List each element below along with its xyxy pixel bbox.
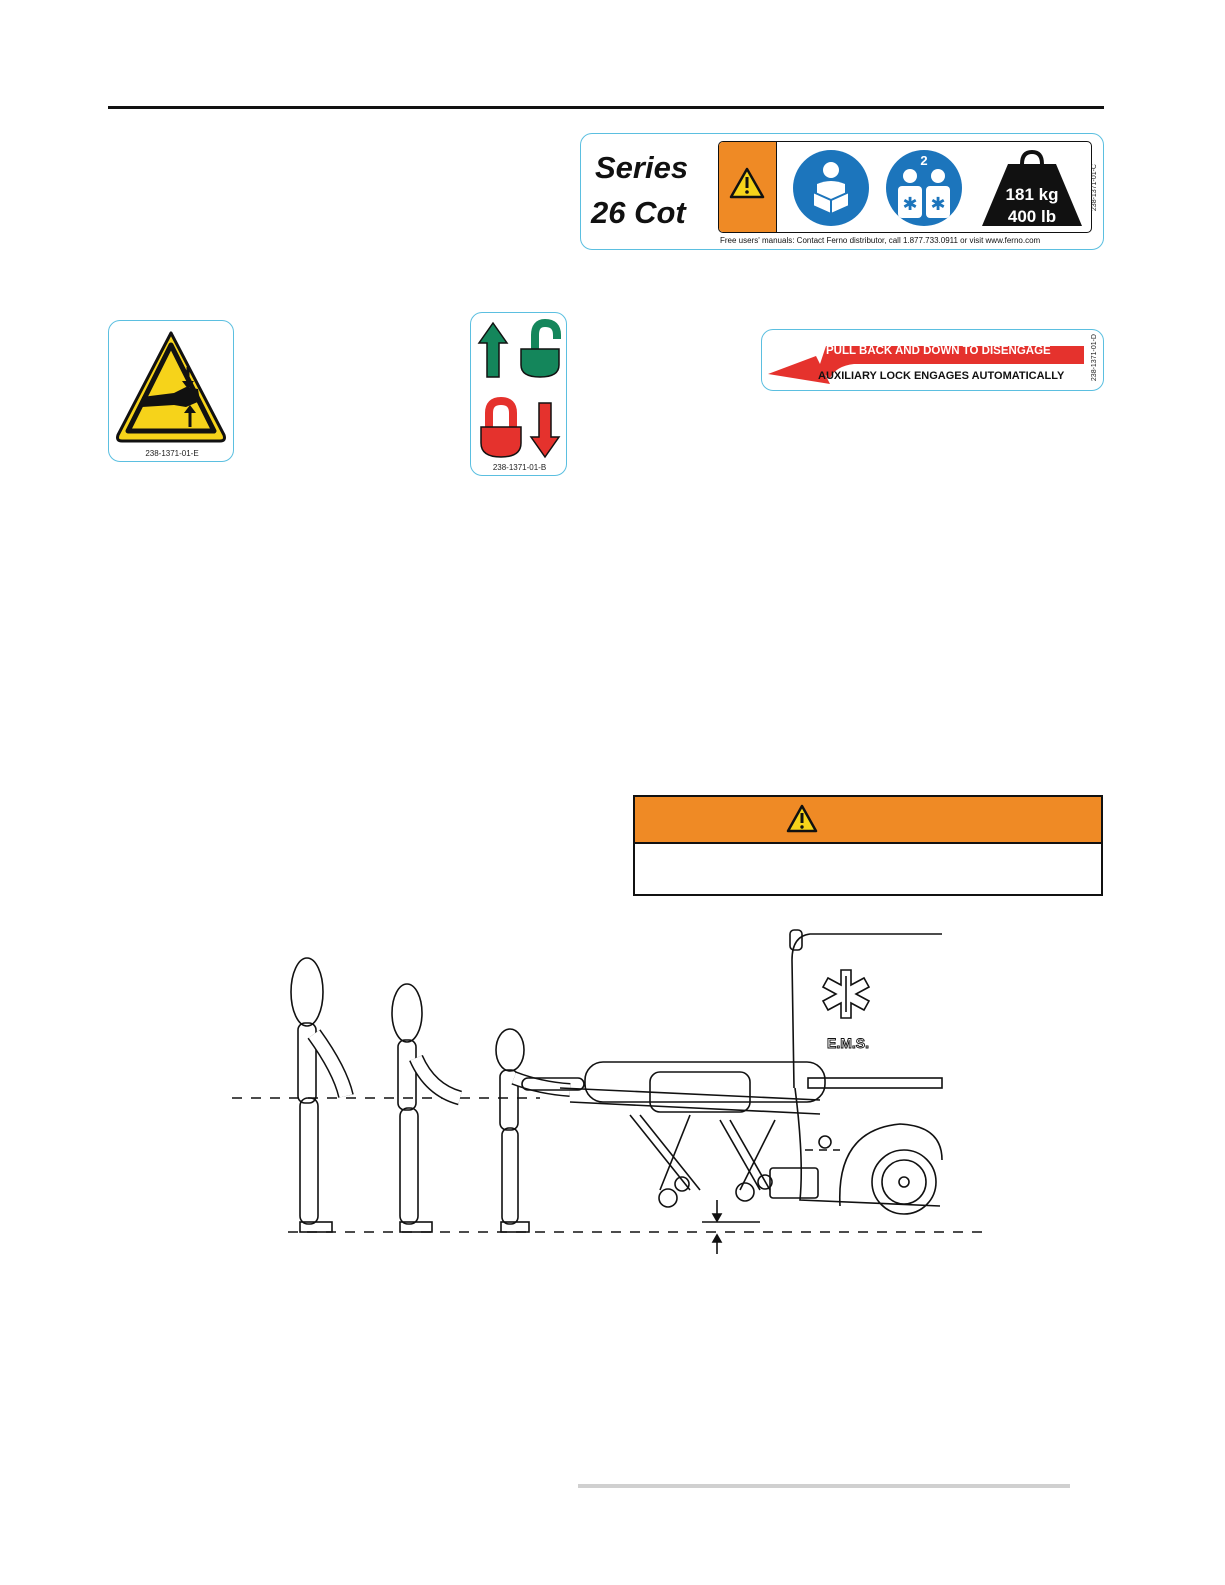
svg-text:✱: ✱	[902, 194, 918, 215]
persons-count: 2	[920, 153, 928, 168]
footer-rule	[578, 1484, 1070, 1488]
figure-medium	[392, 984, 460, 1232]
cot-loading-illustration	[220, 920, 1000, 1265]
lock-down-icon	[477, 397, 563, 461]
pull-back-label	[761, 329, 1104, 391]
warning-box	[633, 795, 1103, 896]
pull-label-part-number: 238-1371-01-D	[1091, 334, 1098, 382]
figure-short	[496, 1029, 570, 1232]
clearance-marker	[702, 1200, 760, 1254]
series-label-icon-strip	[718, 141, 1092, 233]
pinch-label-part-number: 238-1371-01-E	[145, 449, 199, 458]
warning-icon	[785, 803, 819, 835]
warning-icon	[719, 142, 776, 232]
weight-kg: 181 kg	[1005, 185, 1059, 204]
series-label	[580, 133, 1104, 250]
header-rule	[108, 106, 1104, 109]
warning-panel	[719, 142, 777, 232]
star-of-life-icon	[823, 970, 869, 1018]
pull-label-line2: AUXILIARY LOCK ENGAGES AUTOMATICALLY	[818, 370, 1065, 382]
series-label-part-number: 238-1371-01-C	[1091, 164, 1098, 212]
lock-label-part-number: 238-1371-01-B	[492, 463, 547, 472]
unlock-up-icon	[477, 319, 563, 383]
pinch-hazard-icon	[114, 327, 228, 445]
pull-label-line1: PULL BACK AND DOWN TO DISENGAGE	[826, 345, 1051, 357]
weight-lb: 400 lb	[1007, 207, 1057, 226]
two-persons-icon	[884, 148, 964, 228]
vehicle-ems-text: E.M.S.	[826, 1035, 870, 1051]
read-manual-icon	[791, 148, 871, 228]
figure-tall	[291, 958, 346, 1232]
lock-label	[470, 312, 567, 476]
svg-text:✱: ✱	[930, 194, 946, 215]
series-label-line2: 26 Cot	[591, 195, 686, 230]
series-label-line1: Series	[595, 150, 689, 185]
ambulance	[770, 930, 942, 1214]
warning-header	[635, 797, 1101, 844]
pinch-hazard-label	[108, 320, 234, 462]
manual-text: Free users' manuals: Contact Ferno distributor, call 1.877.733.0911 or visit www.ferno.com	[720, 236, 1041, 245]
